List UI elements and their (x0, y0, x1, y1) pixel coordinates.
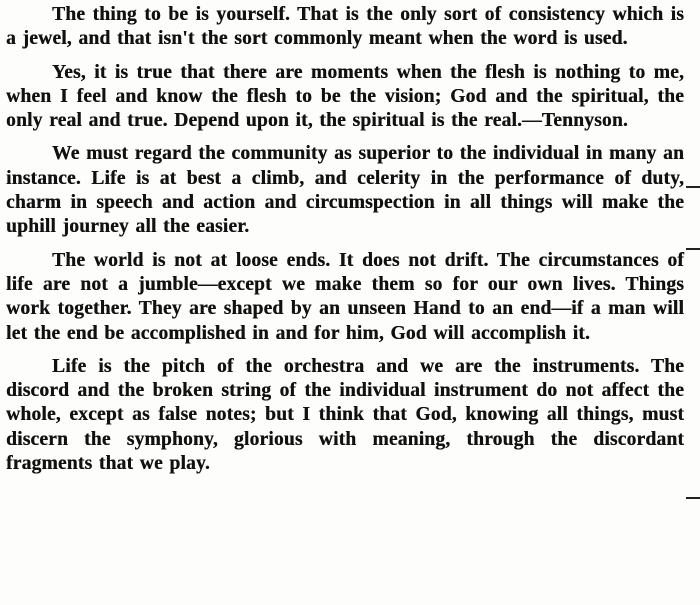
paragraph-community: We must regard the community as superior to the individual in many an instance. Life is at best a climb, and celerity in the performance of duty, charm in speech and action and circumspection in all things will make the uphill journey all the easier. (6, 143, 684, 238)
margin-rule-mark (686, 497, 700, 499)
paragraph-world-not-loose-ends: The world is not at loose ends. It does not drift. The circumstances of life are not a jumble—except we make them so for our own lives. Things work together. They are shaped by an unseen Hand to an end—if a man will let the end be accomplished in and for him, God will accomplish it. (6, 249, 684, 344)
paragraph-consistency: The thing to be is yourself. That is the only sort of consistency which is a jewel, and that isn't the sort commonly meant when the word is used. (6, 4, 684, 50)
paragraph-orchestra: Life is the pitch of the orchestra and we are the instruments. The discord and the broken string of the individual instrument do not affect the whole, except as false notes; but I think that God, knowing all things, must discern the symphony, glorious with meaning, through the discordant fragments that we play. (6, 355, 684, 475)
paragraph-tennyson-quote: Yes, it is true that there are moments when the flesh is nothing to me, when I feel and know the flesh to be the vision; God and the spiritual, the only real and true. Depend upon it, the spiritual is the real.—Tennyson. (6, 61, 684, 132)
margin-rule-mark (686, 186, 700, 188)
margin-rule-mark (686, 248, 700, 250)
